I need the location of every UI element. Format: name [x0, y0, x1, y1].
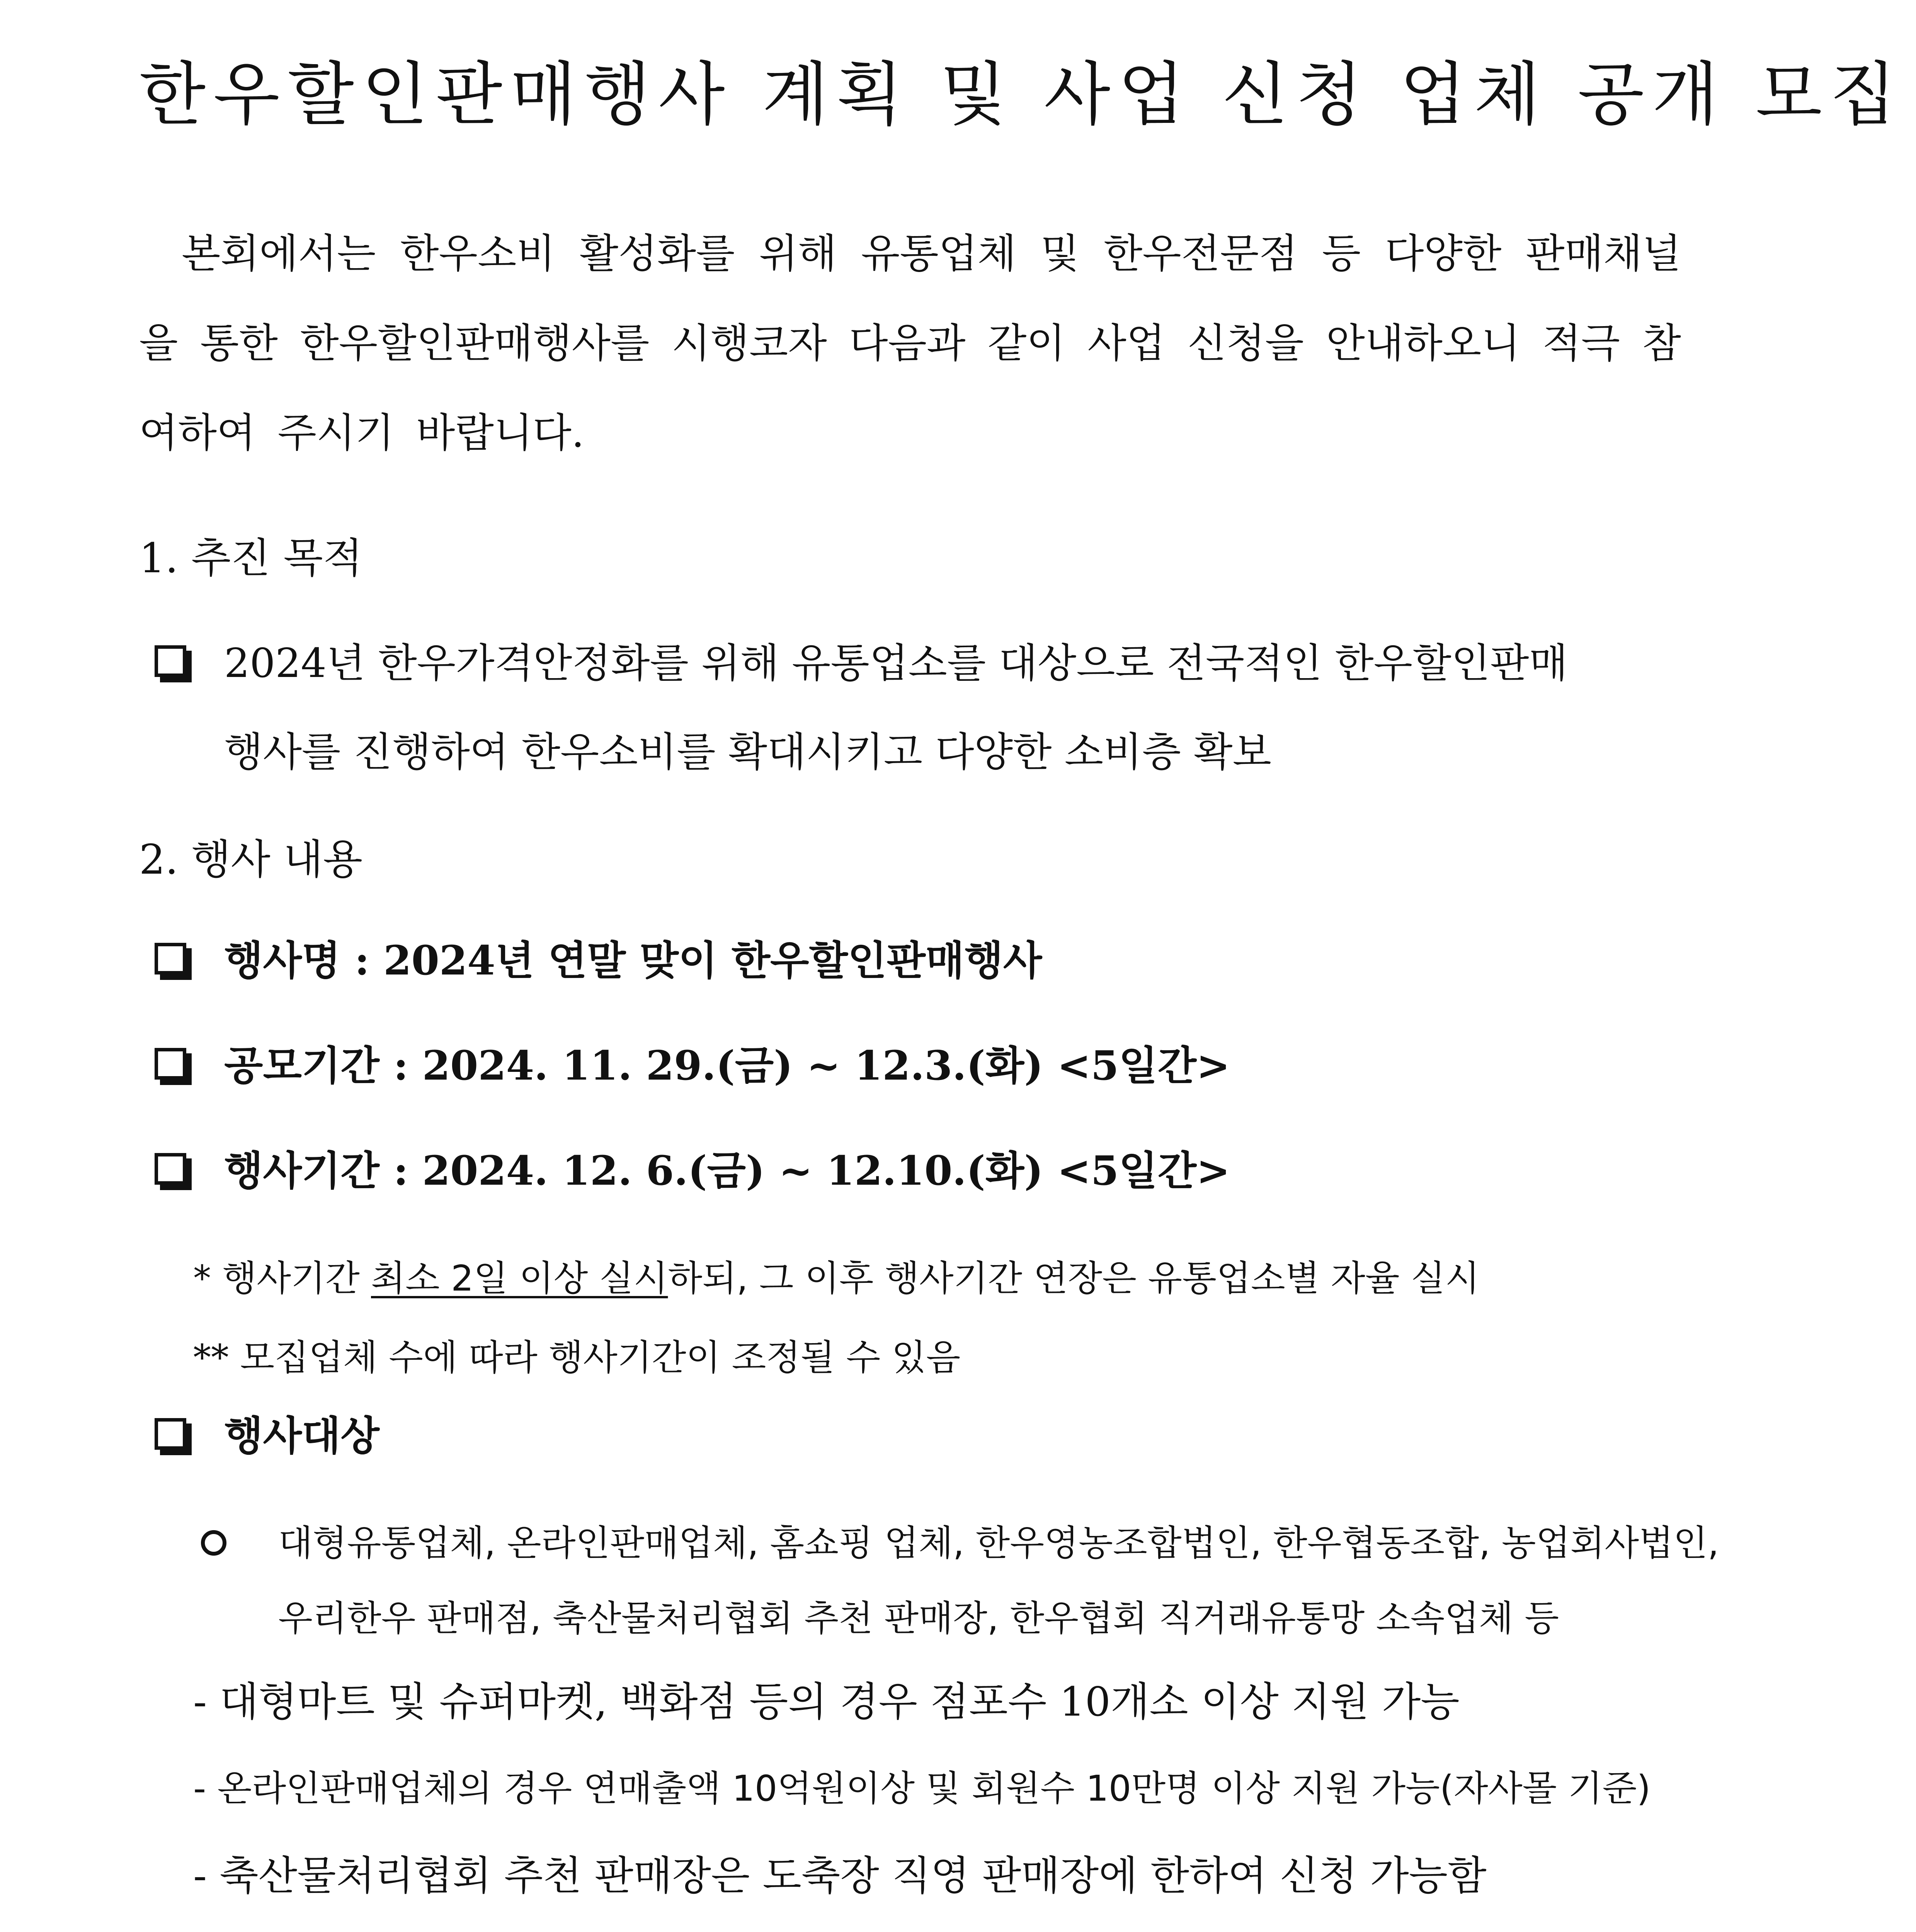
checkbox-square-icon: [155, 943, 186, 975]
section-2-heading: 2. 행사 내용: [139, 836, 363, 883]
target-line-2: 우리한우 판매점, 축산물처리협회 추천 판매장, 한우협회 직거래유통망 소속업체 등: [278, 1598, 1559, 1639]
note-1: [193, 1250, 1480, 1301]
note-2: ** 모집업체 수에 따라 행사기간이 조정될 수 있음: [193, 1337, 961, 1378]
checkbox-square-icon: [155, 645, 186, 677]
note-1-prefix: * 행사기간: [193, 1258, 371, 1299]
document-title: 한우할인판매행사 계획 및 사업 신청 업체 공개 모집: [139, 54, 1904, 134]
purpose-line-1: 2024년 한우가격안정화를 위해 유통업소를 대상으로 전국적인 한우할인판매: [224, 639, 1568, 687]
condition-1: - 대형마트 및 슈퍼마켓, 백화점 등의 경우 점포수 10개소 이상 지원 가능: [193, 1678, 1460, 1725]
purpose-line-2: 행사를 진행하여 한우소비를 확대시키고 다양한 소비층 확보: [224, 728, 1271, 776]
event-period: 행사기간 : 2024. 12. 6.(금) ~ 12.10.(화) <5일간>: [224, 1147, 1230, 1194]
note-1-underlined: 최소 2일 이상 실시: [371, 1258, 668, 1299]
note-1-suffix: 하되, 그 이후 행사기간 연장은 유통업소별 자율 실시: [668, 1258, 1480, 1299]
target-line-1: 대형유통업체, 온라인판매업체, 홈쇼핑 업체, 한우영농조합법인, 한우협동조합, 농업회사법인,: [278, 1522, 1719, 1564]
checkbox-square-icon: [155, 1048, 186, 1080]
condition-2: - 온라인판매업체의 경우 연매출액 10억원이상 및 회원수 10만명 이상 지원 가능(자사몰 기준): [193, 1768, 1651, 1809]
intro-text: 본회에서는 한우소비 활성화를 위해 유통업체 및 한우전문점 등 다양한 판매채널을 통한 한우할인판매행사를 시행코자 다음과 같이 사업 신청을 안내하오니 적극 참여하여 주시기 바랍니다.: [139, 230, 1681, 456]
circle-bullet-icon: [201, 1530, 226, 1556]
checkbox-square-icon: [155, 1418, 186, 1450]
condition-3: - 축산물처리협회 추천 판매장은 도축장 직영 판매장에 한하여 신청 가능함: [193, 1852, 1487, 1899]
section-1-heading: 1. 추진 목적: [139, 534, 363, 582]
intro-paragraph: [139, 209, 1681, 478]
target-heading: 행사대상: [224, 1412, 379, 1459]
event-name: 행사명 : 2024년 연말 맞이 한우할인판매행사: [224, 937, 1042, 984]
checkbox-square-icon: [155, 1153, 186, 1185]
recruit-period: 공모기간 : 2024. 11. 29.(금) ~ 12.3.(화) <5일간>: [224, 1042, 1230, 1089]
